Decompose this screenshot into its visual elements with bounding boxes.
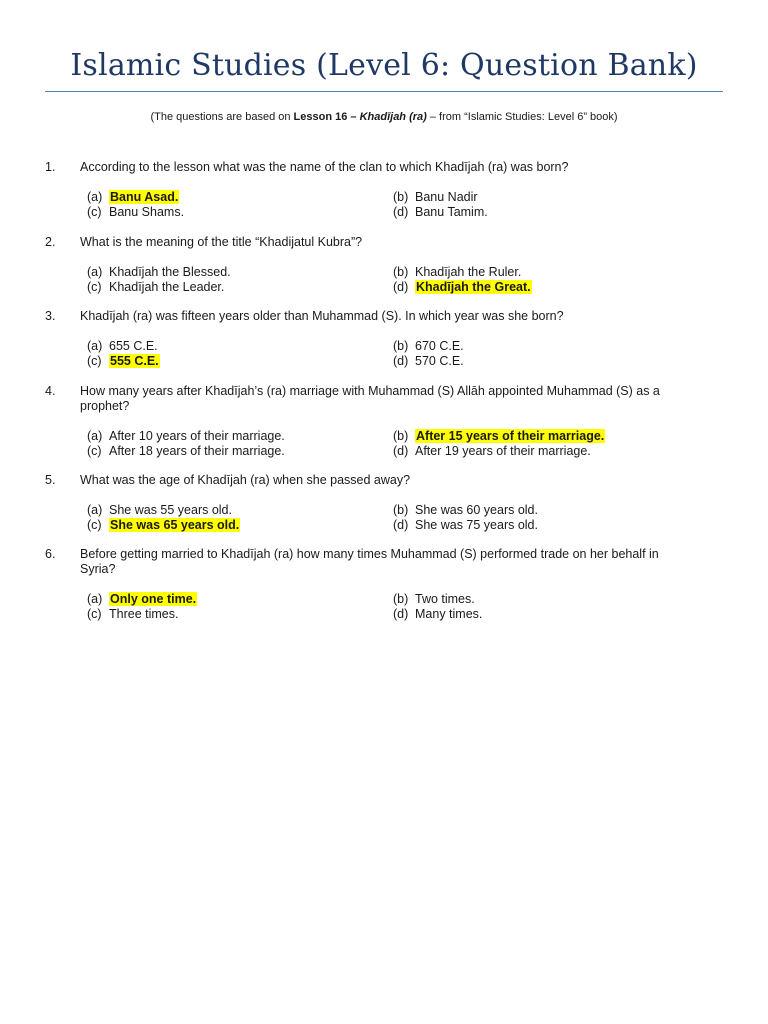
option-c (87, 607, 178, 622)
option-label: (d) (393, 518, 409, 532)
option-text: After 18 years of their marriage. (109, 444, 285, 458)
option-text-correct: Banu Asad. (110, 190, 179, 204)
option-a (87, 592, 197, 607)
question-text: According to the lesson what was the name of the clan to which Khadījah (ra) was born? (80, 160, 569, 174)
option-label: (a) (87, 592, 103, 606)
option-c (87, 280, 224, 295)
option-c (87, 354, 160, 369)
option-a (87, 503, 232, 518)
option-a (87, 190, 179, 205)
option-text: 670 C.E. (415, 339, 464, 353)
question-number: 1. (45, 160, 56, 174)
option-text-correct: Khadījah the Great. (416, 280, 531, 294)
option-text-correct: She was 65 years old. (110, 518, 240, 532)
option-text: Banu Shams. (109, 205, 185, 219)
option-label: (c) (87, 518, 102, 532)
option-label: (b) (393, 592, 409, 606)
option-text: Khadījah the Leader. (109, 280, 225, 294)
option-c (87, 205, 184, 220)
option-text: 570 C.E. (415, 354, 464, 368)
question-text: Khadījah (ra) was fifteen years older than Muhammad (S). In which year was she born? (80, 309, 564, 323)
option-text: She was 75 years old. (415, 518, 538, 532)
option-label: (c) (87, 205, 102, 219)
option-label: (c) (87, 444, 102, 458)
option-text: After 10 years of their marriage. (109, 429, 285, 443)
option-a (87, 429, 285, 444)
option-label: (b) (393, 339, 409, 353)
option-text: Banu Tamim. (415, 205, 488, 219)
option-label: (b) (393, 429, 409, 443)
option-label: (b) (393, 190, 409, 204)
subtitle-lesson: Lesson 16 – (293, 111, 360, 123)
option-text: Khadījah the Blessed. (109, 265, 231, 279)
option-label: (a) (87, 429, 103, 443)
option-d (393, 354, 464, 369)
option-c (87, 518, 240, 533)
option-text: Two times. (415, 592, 475, 606)
option-label: (d) (393, 607, 409, 621)
option-text: She was 60 years old. (415, 503, 538, 517)
question-number: 2. (45, 235, 56, 249)
option-text: 655 C.E. (109, 339, 158, 353)
option-label: (b) (393, 503, 409, 517)
option-d (393, 444, 591, 459)
option-b (393, 429, 605, 444)
question-text: What was the age of Khadījah (ra) when she passed away? (80, 473, 411, 487)
option-label: (a) (87, 503, 103, 517)
option-b (393, 265, 521, 280)
question-text: Before getting married to Khadījah (ra) how many times Muhammad (S) performed trade on her behalf in Syria? (80, 547, 659, 576)
option-b (393, 339, 464, 354)
option-d (393, 518, 538, 533)
option-label: (d) (393, 280, 409, 294)
option-text-correct: Only one time. (110, 592, 197, 606)
option-label: (b) (393, 265, 409, 279)
option-label: (d) (393, 205, 409, 219)
option-label: (c) (87, 354, 102, 368)
option-label: (c) (87, 607, 102, 621)
option-b (393, 592, 475, 607)
option-text-correct: 555 C.E. (110, 354, 159, 368)
question-text: What is the meaning of the title “Khadijatul Kubra”? (80, 235, 363, 249)
question-number: 4. (45, 384, 56, 398)
question-number: 3. (45, 309, 56, 323)
option-b (393, 190, 478, 205)
option-label: (d) (393, 444, 409, 458)
option-label: (c) (87, 280, 102, 294)
question-text: How many years after Khadījah’s (ra) marriage with Muhammad (S) Allāh appointed Muhammad (S) as a prophet? (80, 384, 660, 413)
option-d (393, 607, 482, 622)
option-text: Banu Nadir (415, 190, 478, 204)
option-text: Three times. (109, 607, 179, 621)
subtitle-lesson-name: Khadījah (ra) (359, 111, 427, 123)
page-title: Islamic Studies (Level 6: Question Bank) (70, 48, 698, 83)
option-text: She was 55 years old. (109, 503, 232, 517)
question-number: 6. (45, 547, 56, 561)
option-text: After 19 years of their marriage. (415, 444, 591, 458)
subtitle-suffix: – from “Islamic Studies: Level 6” book) (426, 111, 618, 123)
option-label: (a) (87, 265, 103, 279)
option-d (393, 205, 488, 220)
subtitle (0, 111, 768, 123)
title-divider (45, 91, 723, 92)
option-label: (a) (87, 339, 103, 353)
option-label: (d) (393, 354, 409, 368)
option-text: Many times. (415, 607, 483, 621)
option-d (393, 280, 532, 295)
option-a (87, 265, 231, 280)
option-c (87, 444, 285, 459)
option-text-correct: After 15 years of their marriage. (416, 429, 605, 443)
question-number: 5. (45, 473, 56, 487)
option-b (393, 503, 538, 518)
option-label: (a) (87, 190, 103, 204)
subtitle-prefix: (The questions are based on (150, 111, 294, 123)
option-text: Khadījah the Ruler. (415, 265, 522, 279)
option-a (87, 339, 158, 354)
